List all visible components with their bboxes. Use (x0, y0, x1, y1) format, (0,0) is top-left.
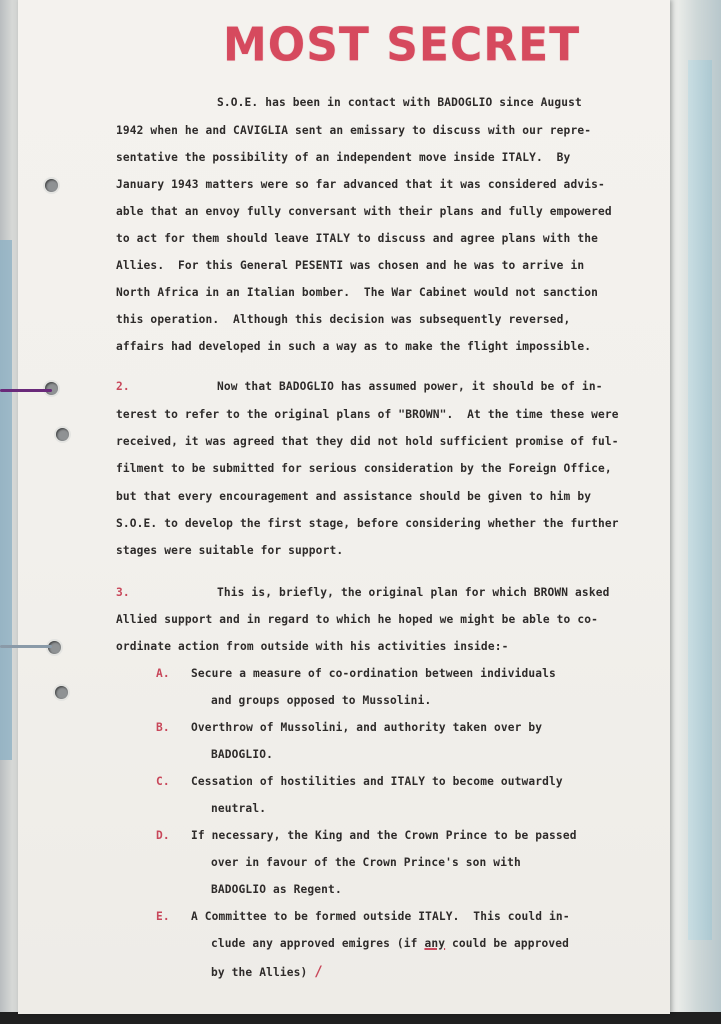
item-e-line2 (211, 937, 569, 950)
para1-line: 1942 when he and CAVIGLIA sent an emissary to discuss with our repre- (116, 124, 592, 137)
item-a-line: Secure a measure of co-ordination between individuals (191, 667, 556, 680)
para2-number: 2. (116, 380, 130, 393)
item-e-line3 (211, 964, 323, 980)
para1-line: able that an envoy fully conversant with their plans and fully empowered (116, 205, 612, 218)
red-slash-mark: / (314, 964, 323, 980)
para3-line: This is, briefly, the original plan for which BROWN asked (217, 586, 610, 599)
item-e-letter: E. (156, 910, 170, 923)
para2-line: received, it was agreed that they did not hold sufficient promise of ful- (116, 435, 619, 448)
item-d-line: over in favour of the Crown Prince's son with (211, 856, 521, 869)
item-a-line: and groups opposed to Mussolini. (211, 694, 432, 707)
para1-line: North Africa in an Italian bomber. The War Cabinet would not sanction (116, 286, 598, 299)
para1-line: January 1943 matters were so far advanced that it was considered advis- (116, 178, 605, 191)
binder-divider-tab (688, 60, 712, 940)
para1-line: S.O.E. has been in contact with BADOGLIO since August (217, 96, 582, 109)
item-c-line: Cessation of hostilities and ITALY to become outwardly (191, 775, 563, 788)
para1-line: affairs had developed in such a way as to make the flight impossible. (116, 340, 592, 353)
para1-line: Allies. For this General PESENTI was chosen and he was to arrive in (116, 259, 585, 272)
punch-hole (55, 686, 68, 699)
purple-binding-string (0, 389, 52, 392)
punch-hole (45, 179, 58, 192)
item-e-line: A Committee to be formed outside ITALY. This could in- (191, 910, 570, 923)
binder-blue-strip (0, 240, 12, 760)
item-b-letter: B. (156, 721, 170, 734)
item-d-letter: D. (156, 829, 170, 842)
para2-line: filment to be submitted for serious consideration by the Foreign Office, (116, 462, 612, 475)
item-d-line: BADOGLIO as Regent. (211, 883, 342, 896)
para2-line: terest to refer to the original plans of "BROWN". At the time these were (116, 408, 619, 421)
most-secret-stamp: MOST SECRET (223, 18, 581, 73)
para3-line: Allied support and in regard to which he hoped we might be able to co- (116, 613, 598, 626)
para2-line: Now that BADOGLIO has assumed power, it should be of in- (217, 380, 603, 393)
para3-number: 3. (116, 586, 130, 599)
item-e-line2-end: could be approved (445, 937, 570, 950)
para2-line: stages were suitable for support. (116, 544, 344, 557)
para1-line: sentative the possibility of an independent move inside ITALY. By (116, 151, 571, 164)
item-b-line: BADOGLIO. (211, 748, 273, 761)
item-c-line: neutral. (211, 802, 267, 815)
punch-hole (56, 428, 69, 441)
item-c-letter: C. (156, 775, 170, 788)
para2-line: S.O.E. to develop the first stage, before considering whether the further (116, 517, 619, 530)
document-page (18, 0, 670, 1014)
item-a-letter: A. (156, 667, 170, 680)
grey-binding-string (0, 645, 52, 648)
para1-line: this operation. Although this decision was subsequently reversed, (116, 313, 571, 326)
item-b-line: Overthrow of Mussolini, and authority taken over by (191, 721, 543, 734)
underlined-any: any (424, 937, 446, 950)
para2-line: but that every encouragement and assistance should be given to him by (116, 490, 592, 503)
item-e-line3-text: by the Allies) (211, 966, 315, 979)
item-e-line2-start: clude any approved emigres (if (211, 937, 425, 950)
para1-line: to act for them should leave ITALY to discuss and agree plans with the (116, 232, 598, 245)
para3-line: ordinate action from outside with his activities inside:- (116, 640, 509, 653)
item-d-line: If necessary, the King and the Crown Prince to be passed (191, 829, 577, 842)
